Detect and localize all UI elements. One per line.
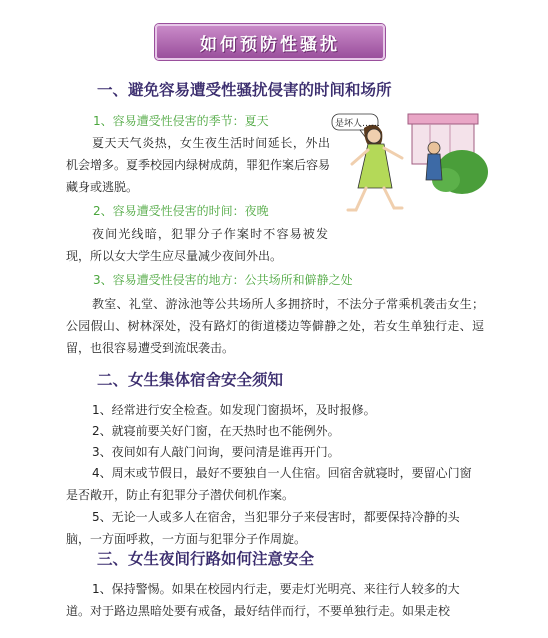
night-walk-tip-1: 1、保持警惕。如果在校园内行走，要走灯光明亮、来往行人较多的大道。对于路边黑暗处要有戒备，最好结伴而行，不要单独行走。如果走校: [66, 582, 460, 618]
title-banner: [155, 24, 385, 60]
dorm-tip-5: 5、无论一人或多人在宿舍，当犯罪分子来侵害时，都要保持冷静的头脑，一方面呼救，一方面与犯罪分子作周旋。: [66, 510, 460, 546]
section-1-sub-1-title: 1、容易遭受性侵害的季节：夏天: [93, 114, 269, 128]
section-1-sub-3-title: 3、容易遭受性侵害的地方：公共场所和僻静之处: [93, 273, 353, 287]
dorm-tip-1: 1、经常进行安全检查。如发现门窗损坏，及时报修。: [92, 403, 376, 417]
section-1-sub-2-text: 夜间光线暗，犯罪分子作案时不容易被发现，所以女大学生应尽量减少夜间外出。: [66, 227, 328, 263]
dorm-tip-2: 2、就寝前要关好门窗，在天热时也不能例外。: [92, 424, 340, 438]
man-head: [428, 142, 440, 154]
dorm-tip-4: 4、周末或节假日，最好不要独自一人住宿。回宿舍就寝时，要留心门窗是否敞开，防止有犯罪分子潜伏伺机作案。: [66, 466, 472, 502]
section-1-sub-3-text: 教室、礼堂、游泳池等公共场所人多拥挤时，不法分子常乘机袭击女生；公园假山、树林深处，没有路灯的街道楼边等僻静之处，若女生单独行走、逗留，也很容易遭受到流氓袭击。: [66, 297, 484, 355]
section-1-sub-2-title: 2、容易遭受性侵害的时间：夜晚: [93, 204, 269, 218]
section-1-heading: 一、避免容易遭受性骚扰侵害的时间和场所: [97, 81, 392, 99]
woman-head: [367, 129, 381, 143]
banner-title: 如何预防性骚扰: [200, 34, 340, 55]
section-1-sub-1-text: 夏天天气炎热，女生夜生活时间延长，外出机会增多。夏季校园内绿树成荫，罪犯作案后容易藏身或逃脱。: [66, 136, 331, 194]
dorm-tip-3: 3、夜间如有人敲门问询，要问清是谁再开门。: [92, 445, 340, 459]
section-3-heading: 三、女生夜间行路如何注意安全: [97, 550, 315, 568]
section-2-heading: 二、女生集体宿舍安全须知: [97, 371, 284, 389]
speech-bubble-text: 是坏人……: [335, 119, 381, 129]
awning: [408, 114, 478, 124]
